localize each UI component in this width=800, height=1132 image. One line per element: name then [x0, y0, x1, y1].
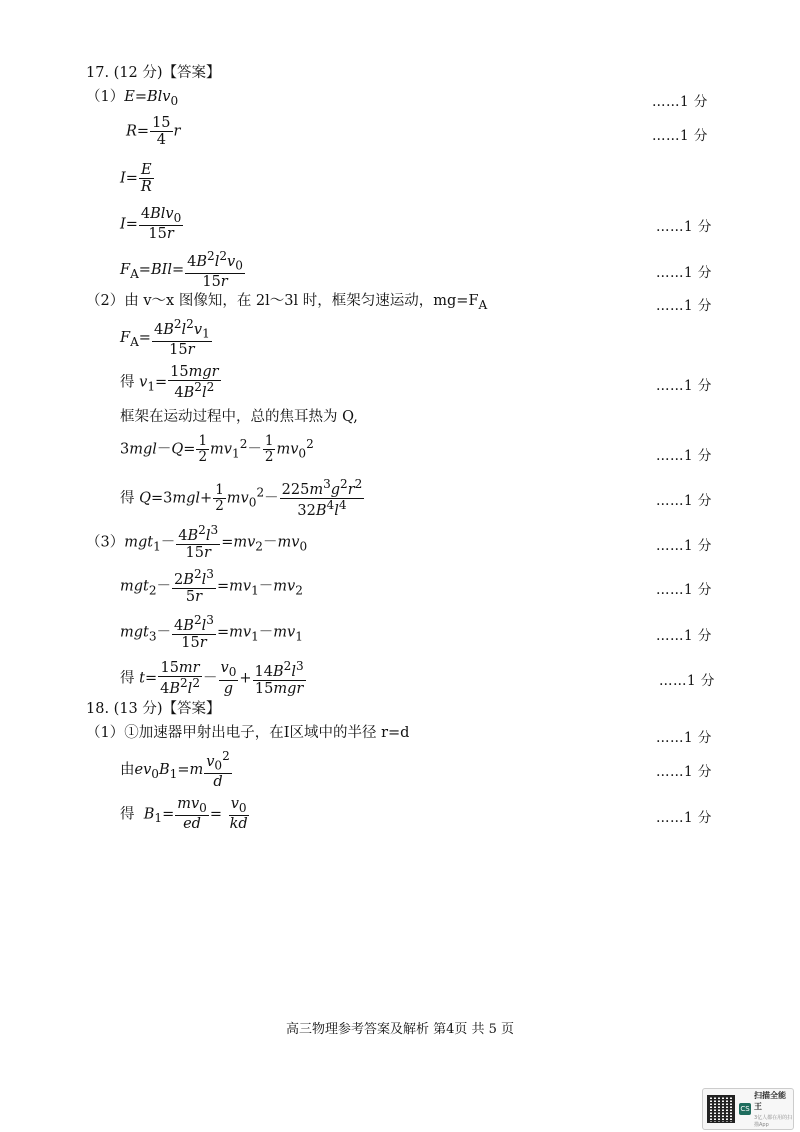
- q17-p2-eq2: 得 $v_1=$ $\frac{\text{15mgr}}{4B^2l^2}$: [120, 364, 219, 402]
- q17-p2-eq3: 3mgl－Q= $\frac{1}{2}$ $mv_1^2-$ $\frac{1}{2}$ $mv_0^2$: [120, 433, 314, 466]
- q17-p2-eq4: 得 Q=3mgl+ $\frac{1}{2}$ $mv_0^2-$ $\frac{225m^3g^2r^2}{32B^4l^4}$: [120, 477, 363, 519]
- scanner-watermark: [702, 1088, 794, 1130]
- q17-p1-eq4: I= $\frac{4Blv_0}{15r}$: [120, 206, 182, 243]
- score-mark: ……1 分: [656, 448, 712, 464]
- score-mark: ……1 分: [656, 493, 712, 509]
- qr-code-icon: [707, 1095, 735, 1123]
- score-mark: ……1 分: [656, 265, 712, 281]
- part-label: （3）: [86, 534, 125, 551]
- q17-p1-eq5: $F_A=BIl=$ $\frac{4B^2l^2v_0}{15r}$: [120, 249, 243, 291]
- q18-p1-eq2: 得 $B_1=$ $\frac{mv_0}{ed}$ = $\frac{v_0}{kd}$: [120, 796, 248, 833]
- watermark-app-name: 扫描全能王: [754, 1091, 786, 1111]
- q17-p3-eq4: 得 t= $\frac{15mr}{4B^2l^2}$ － $\frac{v_0}{g}$ + $\frac{14B^2l^3}{\text{15mgr}}$: [120, 659, 304, 698]
- page-footer: 高三物理参考答案及解析 第4页 共 5 页: [285, 1022, 515, 1037]
- score-mark: ……1 分: [656, 730, 712, 746]
- watermark-tagline: 3亿人都在用的扫描App: [754, 1115, 793, 1128]
- q17-p1-eq3: I= $\frac{E}{R}$: [120, 162, 152, 196]
- score-mark: ……1 分: [656, 378, 712, 394]
- part-label: （1）: [86, 725, 125, 741]
- score-mark: ……1 分: [652, 128, 708, 144]
- score-mark: ……1 分: [659, 673, 715, 689]
- watermark-text: [754, 1090, 793, 1128]
- q18-p1-line: （1）①加速器甲射出电子，在Ⅰ区域中的半径 r=d: [86, 725, 410, 741]
- part-label: （1）: [86, 89, 125, 105]
- part-label: （2）: [86, 293, 125, 309]
- camscanner-logo-icon: CS: [740, 1105, 750, 1113]
- q17-header: 17. (12 分)【答案】: [86, 65, 221, 81]
- q17-p3-eq2: mgt$_2$－ $\frac{2B^2l^3}{5r}$ $=mv_1-mv_2$: [120, 567, 303, 606]
- q17-p2-eq1: $F_A=$ $\frac{4B^2l^2v_1}{15r}$: [120, 317, 210, 359]
- score-mark: ……1 分: [656, 219, 712, 235]
- score-mark: ……1 分: [656, 764, 712, 780]
- score-mark: ……1 分: [656, 582, 712, 598]
- q17-p3-eq1: （3）mgt$_1$－ $\frac{4B^2l^3}{15r}$ $=mv_2-mv_0$: [86, 523, 308, 562]
- q17-p3-eq3: mgt$_3$－ $\frac{4B^2l^3}{15r}$ $=mv_1-mv_1$: [120, 613, 303, 652]
- q17-p2-q-line: 框架在运动过程中，总的焦耳热为 Q,: [120, 409, 358, 425]
- q18-p1-eq1: 由$ev_0B_1=m$ $\frac{v_0^2}{d}$: [120, 749, 230, 791]
- score-mark: ……1 分: [656, 538, 712, 554]
- q17-p1-eq1: （1）E=Blv$_0$: [86, 89, 179, 108]
- q17-p1-eq2: R= $\frac{15}{4}$ r: [126, 115, 181, 149]
- score-mark: ……1 分: [656, 298, 712, 314]
- q17-p2-line: （2）由 v～x 图像知，在 2l～3l 时，框架匀速运动，$mg=F_A$: [86, 293, 488, 312]
- score-mark: ……1 分: [656, 628, 712, 644]
- score-mark: ……1 分: [652, 94, 708, 110]
- q18-header: 18. (13 分)【答案】: [86, 701, 221, 717]
- score-mark: ……1 分: [656, 810, 712, 826]
